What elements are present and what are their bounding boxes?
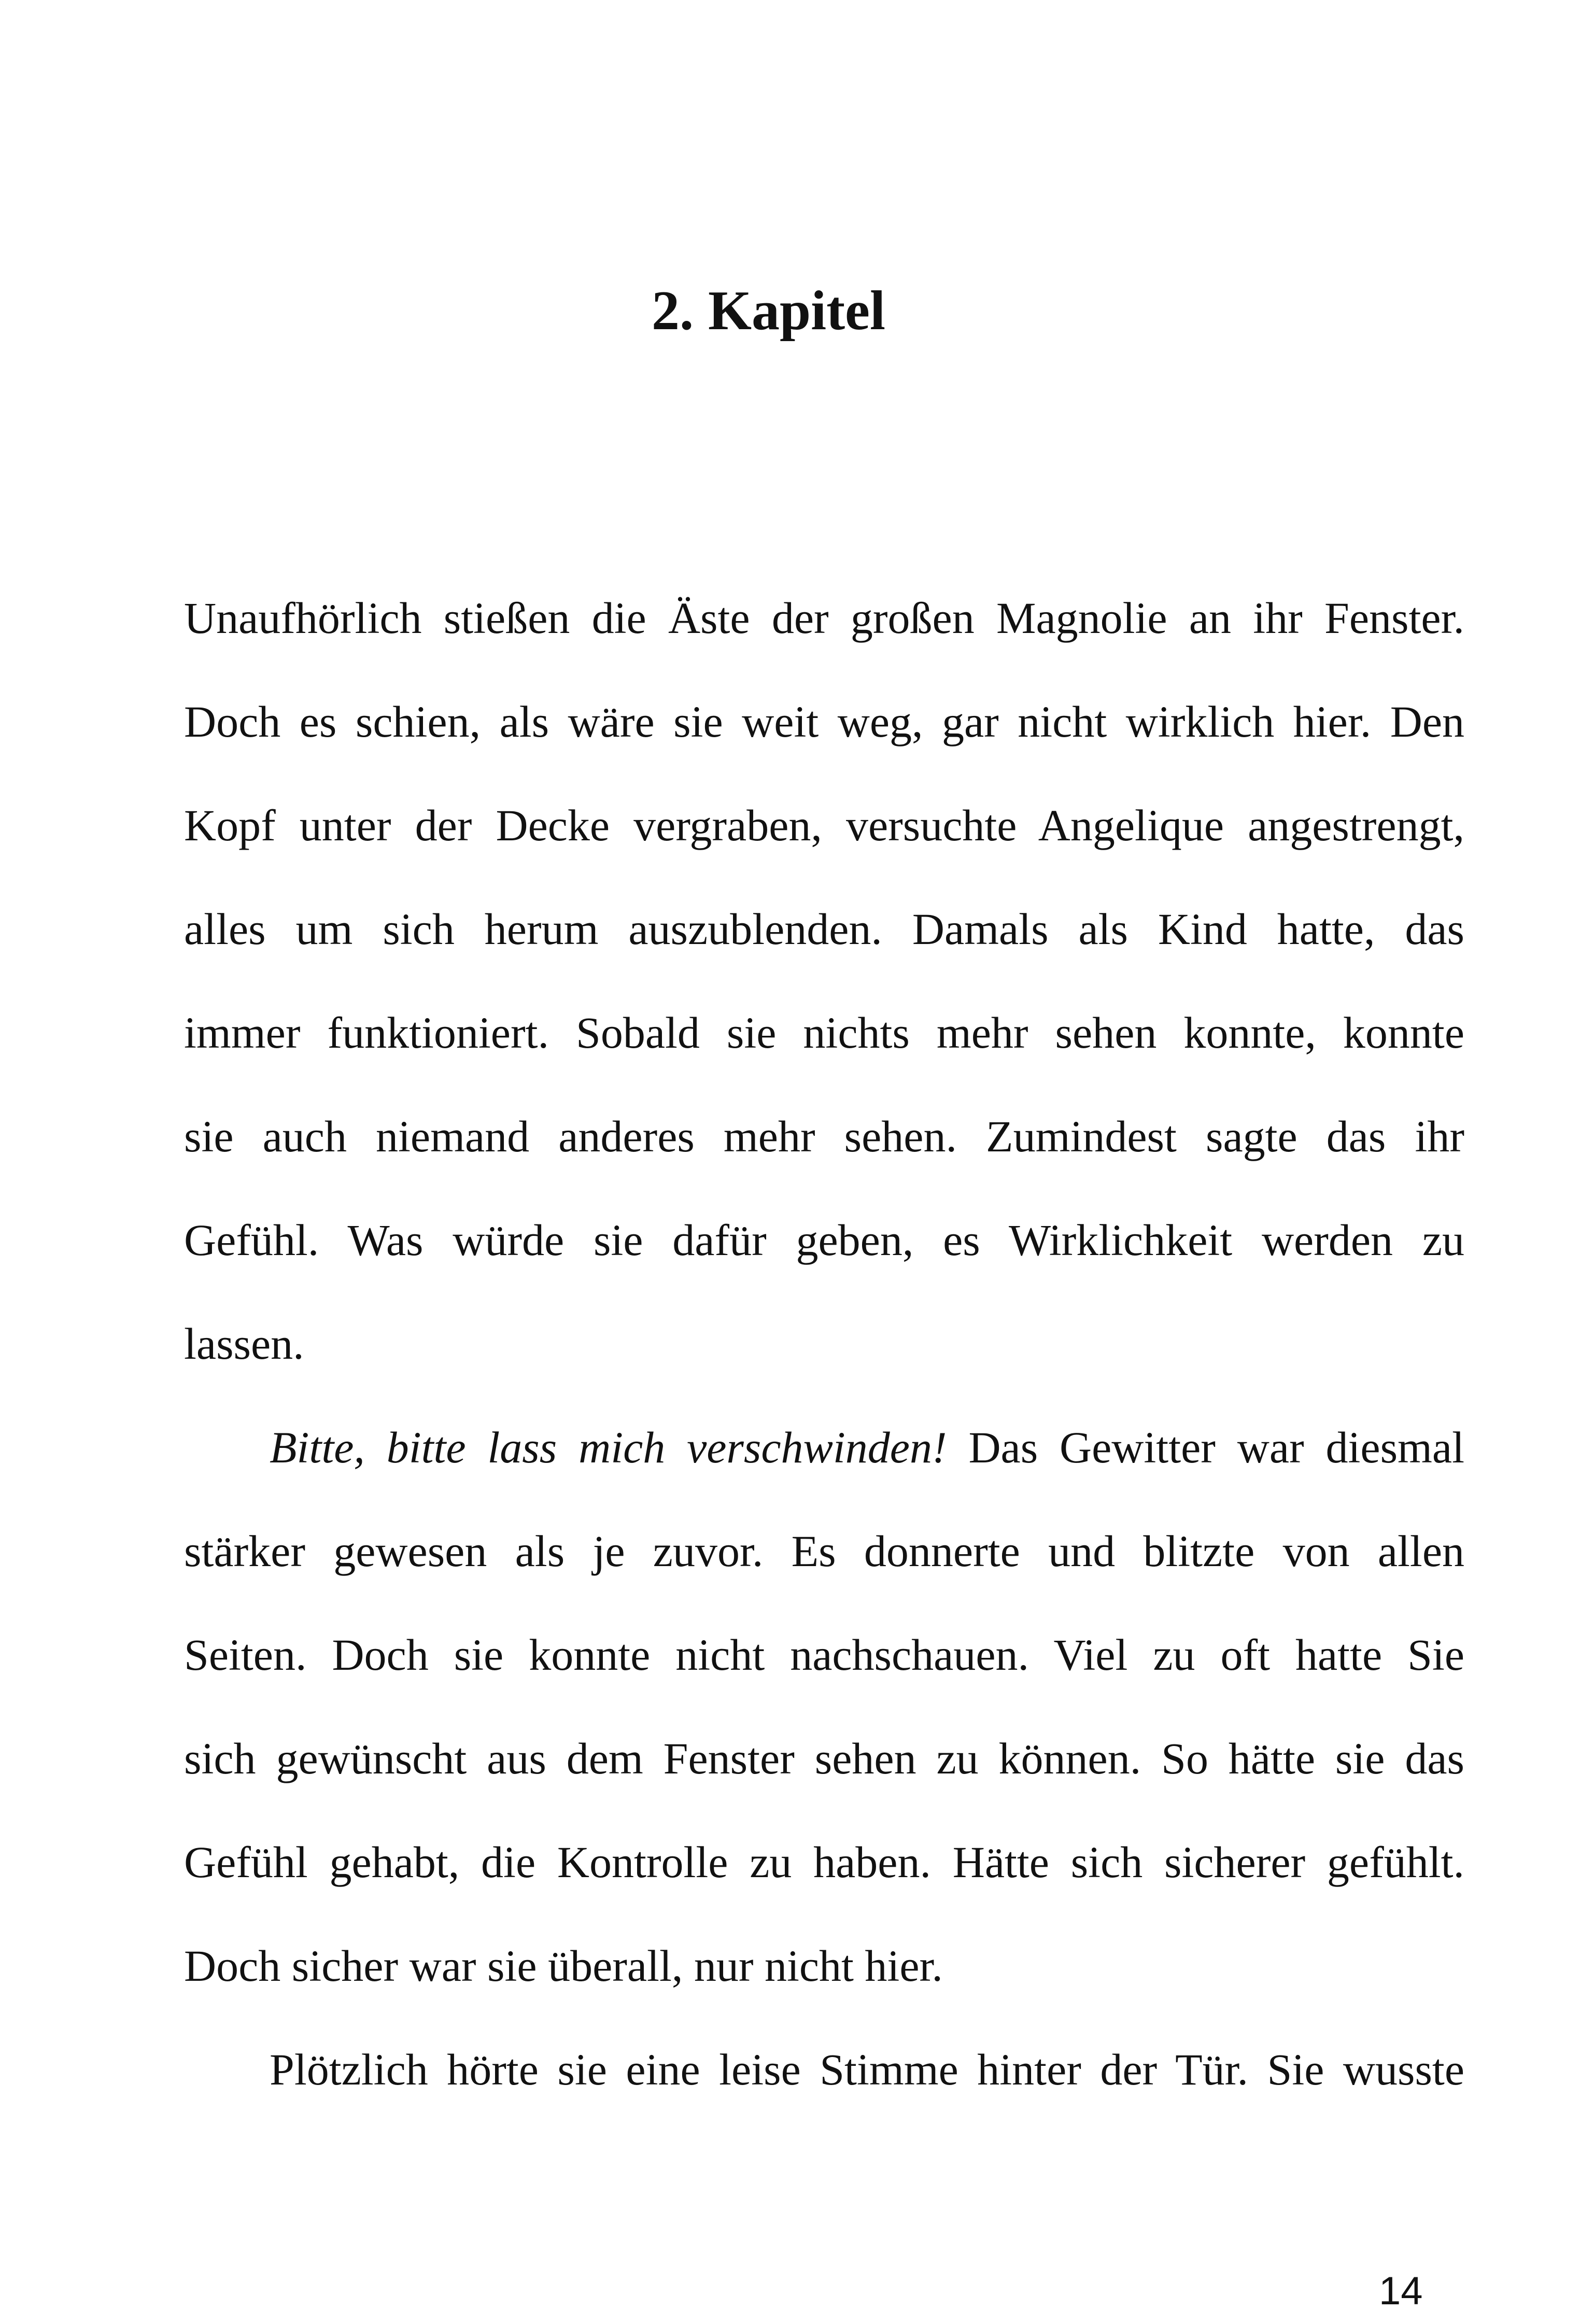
italic-thought: Bitte, bitte lass mich verschwinden! (270, 1422, 947, 1472)
chapter-heading (0, 275, 1537, 347)
text-line: Doch sicher war sie überall, nur nicht hier. (184, 1941, 943, 1991)
page-number: 14 (1379, 2269, 1423, 2313)
text-line: alles um sich herum auszublenden. Damals als Kind hatte, das (184, 904, 1464, 954)
text-line: immer funktioniert. Sobald sie nichts mehr sehen konnte, konnte (184, 1008, 1464, 1058)
text-line: Gefühl gehabt, die Kontrolle zu haben. Hätte sich sicherer gefühlt. (184, 1837, 1464, 1887)
chapter-title: Kapitel (708, 280, 885, 342)
text-line: Kopf unter der Decke vergraben, versuchte Angelique angestrengt, (184, 800, 1464, 850)
text-line: Gefühl. Was würde sie dafür geben, es Wirklichkeit werden zu (184, 1215, 1464, 1265)
text-line: lassen. (184, 1319, 304, 1369)
text-line: stärker gewesen als je zuvor. Es donnerte und blitzte von allen (184, 1526, 1464, 1576)
text-line: sie auch niemand anderes mehr sehen. Zumindest sagte das ihr (184, 1111, 1464, 1161)
chapter-number: 2. (652, 280, 694, 342)
text-line: sich gewünscht aus dem Fenster sehen zu können. So hätte sie das (184, 1734, 1464, 1783)
text-line: Unaufhörlich stießen die Äste der großen Magnolie an ihr Fenster. (184, 593, 1464, 643)
text-line: Plötzlich hörte sie eine leise Stimme hinter der Tür. Sie wusste (270, 2045, 1464, 2094)
text-line-first (184, 1414, 1464, 1517)
text-line: Doch es schien, als wäre sie weit weg, gar nicht wirklich hier. Den (184, 697, 1464, 747)
body-text (184, 584, 1464, 2139)
text-span: Das Gewitter war diesmal (947, 1422, 1464, 1472)
text-line: Seiten. Doch sie konnte nicht nachschauen. Viel zu oft hatte Sie (184, 1630, 1464, 1680)
